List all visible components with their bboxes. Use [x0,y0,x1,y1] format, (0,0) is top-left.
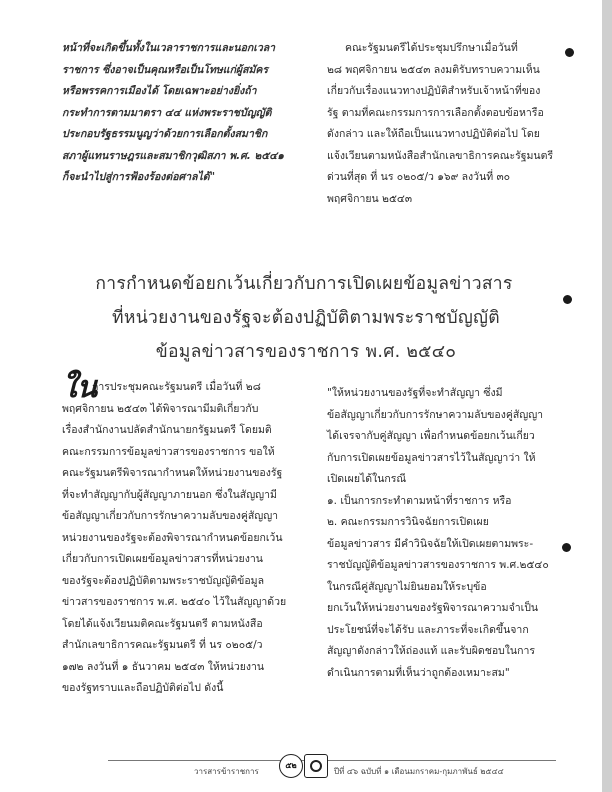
text-line: ดำเนินการตามที่เห็นว่าถูกต้องเหมาะสม" [327,666,510,679]
text-line: ที่จะทำสัญญากับผู้สัญญาภายนอก ซึ่งในสัญญามี [62,488,277,501]
text-line: สภาผู้แทนราษฎรและสมาชิกวุฒิสภา พ.ศ. ๒๕๔๑ [62,149,284,162]
section-heading [0,267,612,369]
text-line: กระทำการตามมาตรา ๔๔ แห่งพระราชบัญญัติ [62,106,272,119]
top-right-column [327,38,553,210]
text-line: คณะรัฐมนตรีพิจารณากำหนดให้หน่วยงานของรัฐ [62,467,283,479]
text-line: คณะรัฐมนตรีได้ประชุมปรึกษาเมื่อวันที่ [345,42,518,54]
text-line: พฤศจิกายน ๒๕๔๓ [327,192,413,205]
text-line: สำนักเลขาธิการคณะรัฐมนตรี ที่ นร ๐๒๐๕/ว [62,639,263,651]
text-line: พฤศจิกายน ๒๕๔๓ ได้พิจารณามีมติเกี่ยวกับ [62,402,259,415]
text-line: ประโยชน์ที่จะได้รับ และภาระที่จะเกิดขึ้นจาก [327,623,529,636]
text-line: การประชุมคณะรัฐมนตรี เมื่อวันที่ ๒๘ [92,381,261,393]
journal-name: วารสารข้าราชการ [194,767,259,776]
footer-rule [108,760,556,761]
text-line: รัฐ ตามที่คณะกรรมการการเลือกตั้งตอบข้อหารือ [327,106,544,119]
text-line: ด่วนที่สุด ที่ นร ๐๒๐๕/ว ๑๖๙ ลงวันที่ ๓๐ [327,171,511,183]
drop-cap: ใน [62,370,98,405]
page-edge-shadow [602,0,612,792]
text-line: แจ้งเวียนตามหนังสือสำนักเลขาธิการคณะรัฐมนตรี [327,149,554,162]
text-line: ข้อสัญญาเกี่ยวกับการรักษาความลับของคู่สัญญา [62,510,279,522]
text-line: ข้อสัญญาเกี่ยวกับการรักษาความลับของคู่สัญญา [327,408,544,421]
text-line: ในกรณีคู่สัญญาไม่ยินยอมให้ระบุข้อ [327,580,487,593]
issue-info: ปีที่ ๔๖ ฉบับที่ ๑ เดือนมกราคม-กุมภาพันธ์ ๒๕๔๔ [334,767,504,776]
text-line: เปิดเผยได้ในกรณี [327,473,407,485]
text-line: โดยได้แจ้งเวียนมติคณะรัฐมนตรี ตามหนังสือ [62,617,263,630]
text-line: ได้เจรจากับคู่สัญญา เพื่อกำหนดข้อยกเว้นเกี่ยว [327,430,535,442]
text-line: ดังกล่าว และให้ถือเป็นแนวทางปฏิบัติต่อไป โดย [327,128,540,140]
text-line: หน่วยงานของรัฐจะต้องพิจารณากำหนดข้อยกเว้น [62,531,283,544]
text-line: ๒. คณะกรรมการวินิจฉัยการเปิดเผย [327,516,489,528]
journal-logo-icon [304,754,328,778]
text-line: กับการเปิดเผยข้อมูลข่าวสารไว้ในสัญญาว่า ให้ [327,451,536,464]
text-line: ของรัฐจะต้องปฏิบัติตามพระราชบัญญัติข้อมูล [62,574,265,587]
text-line: ประกอบรัฐธรรมนูญว่าด้วยการเลือกตั้งสมาชิก [62,128,268,140]
heading-line-2: ที่หน่วยงานของรัฐจะต้องปฏิบัติตามพระราชบัญญัติ [112,308,500,328]
text-line: ๑. เป็นการกระทำตามหน้าที่ราชการ หรือ [327,494,512,507]
heading-line-1: การกำหนดข้อยกเว้นเกี่ยวกับการเปิดเผยข้อมูลข่าวสาร [95,274,513,294]
text-line: เรื่องสำนักงานปลัดสำนักนายกรัฐมนตรี โดยมติ [62,424,272,436]
text-line: ๒๘ พฤศจิกายน ๒๕๔๓ ลงมติรับทราบความเห็น [327,63,540,76]
text-line: ของรัฐทราบและถือปฏิบัติต่อไป ดังนี้ [62,682,224,694]
text-line: หน้าที่จะเกิดขึ้นทั้งในเวลาราชการและนอกเวลา [62,42,276,54]
text-line: คณะกรรมการข้อมูลข่าวสารของราชการ ขอให้ [62,445,275,458]
text-line: ราชการ ซึ่งอาจเป็นคุณหรือเป็นโทษแก่ผู้สมัคร [62,63,269,76]
text-line: หรือพรรคการเมืองได้ โดยเฉพาะอย่างยิ่งถ้า [62,85,257,97]
text-line: เกี่ยวกับเรื่องแนวทางปฏิบัติสำหรับเจ้าหน้าที่ของ [327,85,541,97]
top-left-column [62,38,284,189]
text-line: ข้อมูลข่าวสาร มีคำวินิจฉัยให้เปิดเผยตามพระ- [327,537,534,550]
page-number: ๕๒ [279,754,303,778]
text-line: เกี่ยวกับการเปิดเผยข้อมูลข่าวสารที่หน่วยงาน [62,553,263,565]
text-line: ข่าวสารของราชการ พ.ศ. ๒๕๔๐ ไว้ในสัญญาด้วย [62,596,287,608]
text-line: ราชบัญญัติข้อมูลข่าวสารของราชการ พ.ศ.๒๕๔๐ [327,559,549,571]
margin-bullet [565,48,574,57]
bottom-left-column [62,377,286,700]
heading-line-3: ข้อมูลข่าวสารของราชการ พ.ศ. ๒๕๔๐ [155,342,457,362]
bottom-right-column [327,383,549,684]
text-line: สัญญาดังกล่าวให้ถ่องแท้ และรับผิดชอบในการ [327,645,536,657]
text-line: ยกเว้นให้หน่วยงานของรัฐพิจารณาความจำเป็น [327,602,539,614]
margin-bullet [562,543,571,552]
text-line: "ให้หน่วยงานของรัฐที่จะทำสัญญา ซึ่งมี [327,387,503,399]
text-line: ก็จะนำไปสู่การฟ้องร้องต่อศาลได้" [62,171,216,183]
text-line: ๑๗๒ ลงวันที่ ๑ ธันวาคม ๒๕๔๓ ให้หน่วยงาน [62,660,265,673]
